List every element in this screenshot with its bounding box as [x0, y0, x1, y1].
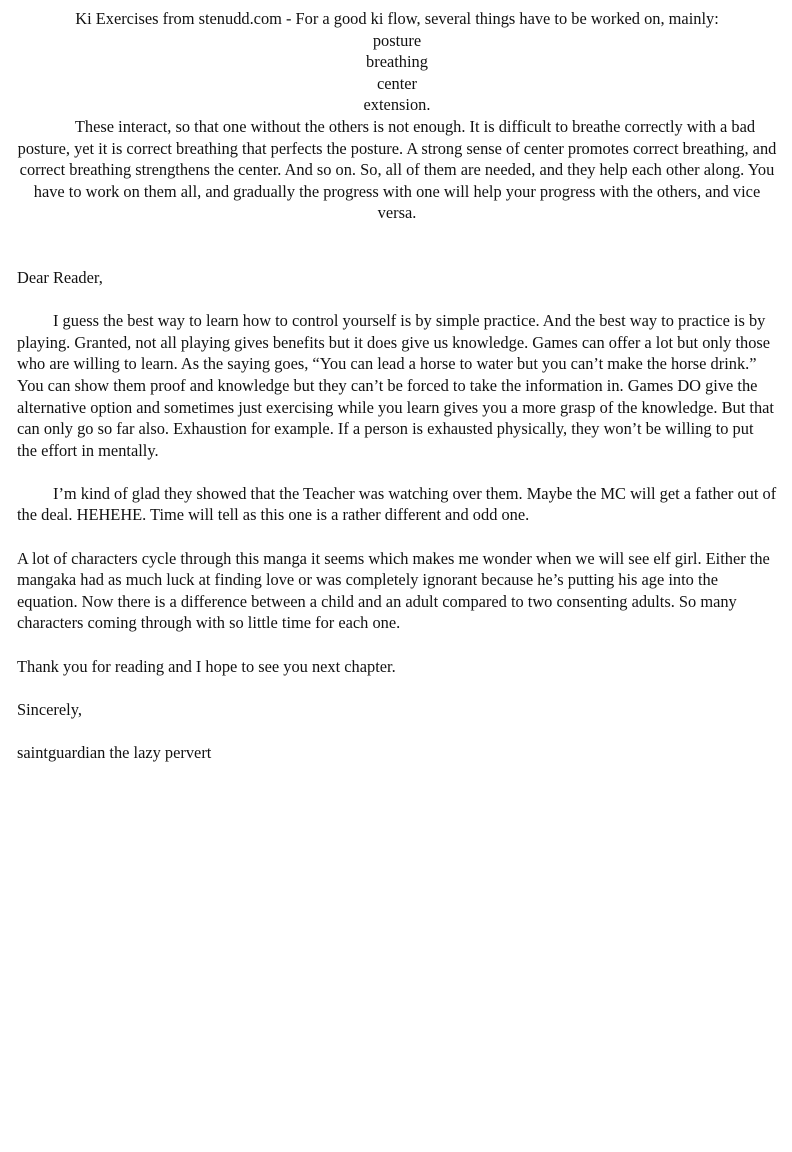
letter-salutation: Dear Reader,: [17, 267, 103, 287]
ki-item-center: center: [376, 73, 418, 93]
paragraph-gap: [17, 526, 777, 548]
letter-signature: saintguardian the lazy pervert: [17, 743, 212, 762]
ki-item-breathing: breathing: [366, 52, 428, 72]
document-page: [17, 8, 777, 764]
ki-item-extension: extension.: [363, 95, 431, 115]
ki-intro-paragraph: These interact, so that one without the others is not enough. It is difficult to breathe correctly with a bad posture, yet it is correct breathing that perfects the posture. A strong sense of center promotes correct breathing, and correct breathing strengthens the center. And so on. So, all of them are needed, and they help each other along. You have to work on them all, and gradually the progress with one will help your progress with the others, and vice versa.: [17, 116, 777, 223]
paragraph-gap: [17, 720, 777, 742]
paragraph-gap: [17, 289, 777, 311]
letter-paragraph-characters: A lot of characters cycle through this manga it seems which makes me wonder when we will see elf girl. Either the mangaka had as much luck at finding love or was completely ignorant because he’s putting his age into the equation. Now there is a difference between a child and an adult compared to two consenting adults. So many characters coming through with so little time for each one.: [17, 548, 770, 633]
paragraph-gap: [17, 677, 777, 699]
ki-item-posture: posture: [372, 30, 422, 50]
letter-paragraph-thanks: Thank you for reading and I hope to see you next chapter.: [17, 656, 396, 676]
section-spacer: [17, 224, 777, 267]
paragraph-gap: [17, 634, 777, 656]
letter-paragraph-teacher: I’m kind of glad they showed that the Teacher was watching over them. Maybe the MC will get a father out of the deal. HEHEHE. Time will tell as this one is a rather different and odd one.: [17, 483, 777, 525]
paragraph-gap: [17, 461, 777, 483]
ki-exercises-header: [17, 8, 777, 116]
letter-closing: Sincerely,: [17, 699, 82, 719]
letter-paragraph-practice: I guess the best way to learn how to control yourself is by simple practice. And the best way to practice is by playing. Granted, not all playing gives benefits but it does give us knowledge. Games can offer a lot but only those who are willing to learn. As the saying goes, “You can lead a horse to water but you can’t make the horse drink.” You can show them proof and knowledge but they can’t be forced to take the information in. Games DO give the alternative option and sometimes just exercising while you learn gives you a more grasp of the knowledge. But that can only go so far also. Exhaustion for example. If a person is exhausted physically, they won’t be willing to put the effort in mentally.: [17, 311, 774, 460]
header-title: Ki Exercises from stenudd.com - For a good ki flow, several things have to be worked on, mainly:: [75, 9, 719, 28]
